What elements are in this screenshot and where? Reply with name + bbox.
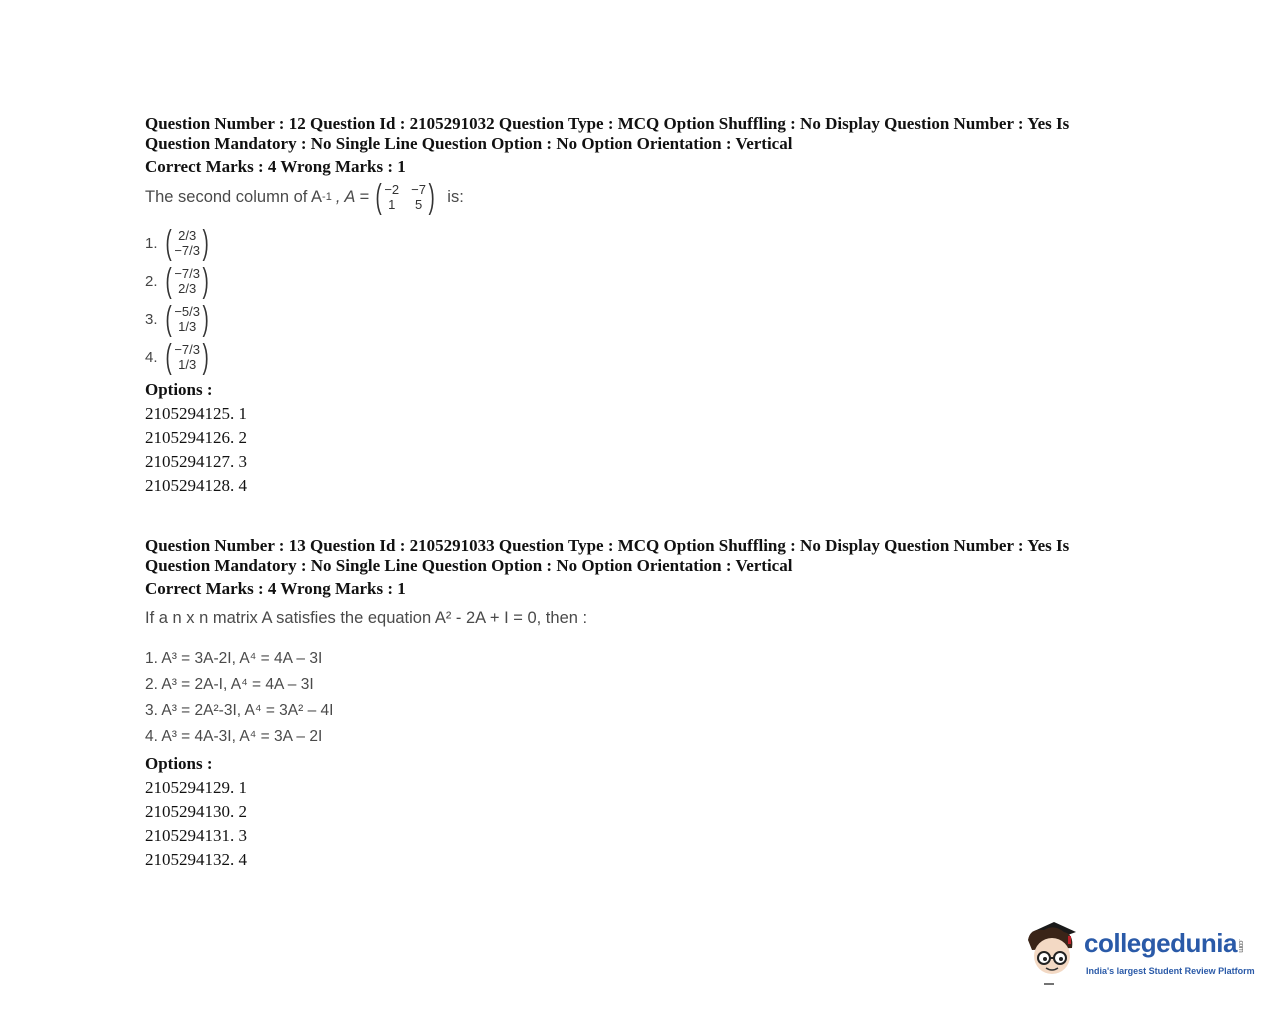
vector-top: −7/3 bbox=[174, 266, 200, 281]
choice-item: 2. ( −7/3 2/3 ) bbox=[145, 262, 209, 300]
options-title: Options : bbox=[145, 754, 213, 773]
choice-number: 1. bbox=[145, 234, 158, 252]
matrix-cell: 1 bbox=[388, 197, 396, 212]
option-id: 2105294126. 2 bbox=[145, 428, 247, 447]
option-id: 2105294125. 1 bbox=[145, 404, 247, 423]
question-meta-line1: Question Number : 13 Question Id : 2105291033 Question Type : MCQ Option Shuffling : No Display Question Number : Yes Is bbox=[145, 536, 1070, 555]
mascot-icon bbox=[1024, 918, 1086, 988]
logo-name: collegedunia bbox=[1084, 928, 1237, 958]
option-id: 2105294130. 2 bbox=[145, 802, 247, 821]
vector-bottom: 1/3 bbox=[178, 357, 197, 372]
vector-top: 2/3 bbox=[178, 228, 197, 243]
question-12 bbox=[145, 114, 1145, 498]
stem-matrix: ( −2 −7 1 5 ) bbox=[375, 178, 435, 216]
choice-number: 4. bbox=[145, 348, 158, 366]
choice-number: 2. bbox=[145, 272, 158, 290]
matrix-cell: −2 bbox=[384, 182, 400, 197]
question-meta-line1: Question Number : 12 Question Id : 2105291032 Question Type : MCQ Option Shuffling : No Display Question Number : Yes Is bbox=[145, 114, 1070, 133]
choice-list bbox=[145, 646, 1145, 750]
choice-number: 3. bbox=[145, 310, 158, 328]
vector-bottom: 2/3 bbox=[178, 281, 197, 296]
choice-item: 3. A³ = 2A²-3I, A⁴ = 3A² – 4I bbox=[145, 702, 334, 719]
vector-top: −5/3 bbox=[174, 304, 200, 319]
stem-sup: -1 bbox=[322, 191, 332, 203]
question-marks: Correct Marks : 4 Wrong Marks : 1 bbox=[145, 579, 406, 598]
logo-tagline: India's largest Student Review Platform bbox=[1086, 966, 1255, 976]
option-id: 2105294129. 1 bbox=[145, 778, 247, 797]
choice-list bbox=[145, 224, 1145, 376]
option-id: 2105294128. 4 bbox=[145, 476, 247, 495]
vector-bottom: −7/3 bbox=[174, 243, 200, 258]
matrix-cell: 5 bbox=[414, 197, 423, 212]
question-meta-line2: Question Mandatory : No Single Line Question Option : No Option Orientation : Vertical bbox=[145, 555, 793, 575]
choice-item: 3. ( −5/3 1/3 ) bbox=[145, 300, 209, 338]
options-title: Options : bbox=[145, 380, 213, 399]
choice-item: 1. A³ = 3A-2I, A⁴ = 4A – 3I bbox=[145, 650, 323, 667]
vector-bottom: 1/3 bbox=[178, 319, 197, 334]
stem-suffix: is: bbox=[447, 187, 464, 206]
choice-item: 4. A³ = 4A-3I, A⁴ = 3A – 2I bbox=[145, 728, 323, 745]
vector-top: −7/3 bbox=[174, 342, 200, 357]
question-marks: Correct Marks : 4 Wrong Marks : 1 bbox=[145, 157, 406, 176]
choice-item: 4. ( −7/3 1/3 ) bbox=[145, 338, 209, 376]
question-13 bbox=[145, 536, 1145, 872]
option-id: 2105294131. 3 bbox=[145, 826, 247, 845]
choice-item: 1. ( 2/3 −7/3 ) bbox=[145, 224, 209, 262]
collegedunia-logo[interactable] bbox=[1024, 918, 1254, 988]
matrix-cell: −7 bbox=[411, 182, 426, 197]
option-id: 2105294127. 3 bbox=[145, 452, 247, 471]
question-stem bbox=[145, 178, 1145, 216]
stem-prefix: The second column of A bbox=[145, 187, 323, 206]
logo-suffix: .com bbox=[1236, 938, 1244, 952]
option-id: 2105294132. 4 bbox=[145, 850, 247, 869]
question-stem: If a n x n matrix A satisfies the equation A² - 2A + I = 0, then : bbox=[145, 608, 588, 627]
choice-item: 2. A³ = 2A-I, A⁴ = 4A – 3I bbox=[145, 676, 314, 693]
question-meta-line2: Question Mandatory : No Single Line Question Option : No Option Orientation : Vertical bbox=[145, 133, 793, 153]
stem-mid: , A = bbox=[335, 187, 369, 206]
